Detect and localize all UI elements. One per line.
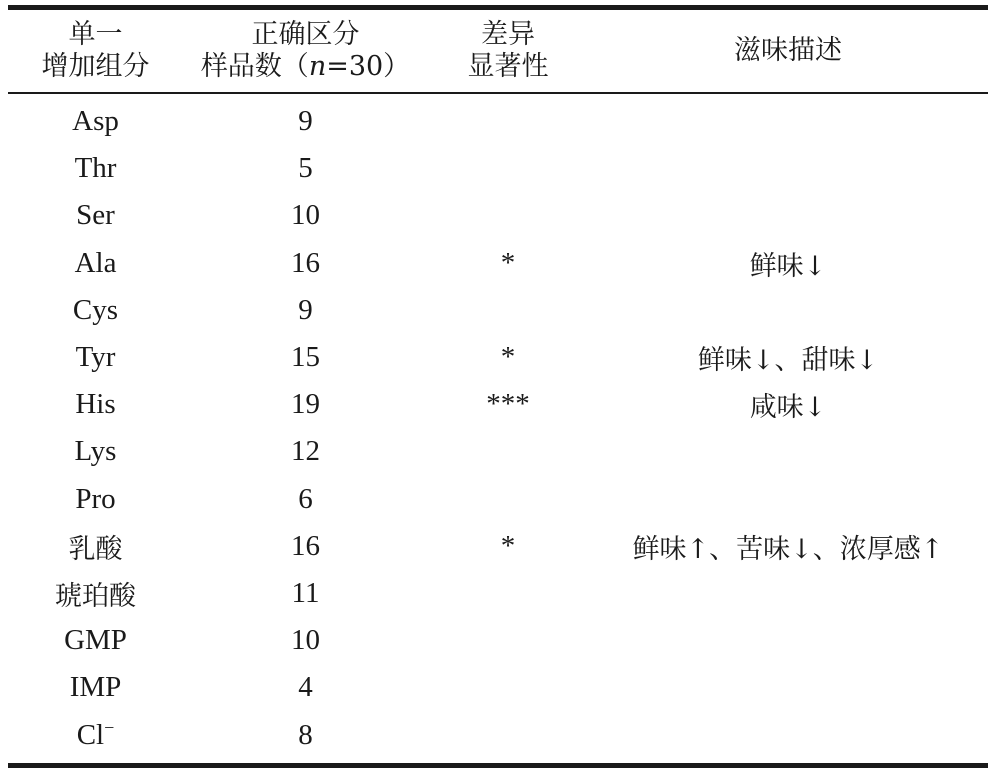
header-correct-count (183, 8, 428, 94)
header-component (8, 8, 183, 94)
cell-count: 10 (291, 199, 320, 232)
header-correct-count-line1: 正确区分 (251, 19, 360, 50)
table-row (8, 617, 988, 664)
cell-component: Lys (74, 435, 117, 468)
table-header-row (8, 8, 988, 94)
cell-count: 6 (298, 482, 313, 515)
cell-component: Cys (72, 293, 119, 326)
cell-taste (588, 287, 988, 334)
cell-taste: 鲜味↓ (749, 250, 827, 282)
table-row (8, 476, 988, 523)
cell-significance (428, 428, 588, 475)
cell-taste (588, 617, 988, 664)
cell-significance (428, 617, 588, 664)
cell-significance (428, 93, 588, 145)
taste-component-table (8, 5, 988, 768)
cell-taste: 咸味↓ (749, 392, 827, 424)
cell-taste (588, 664, 988, 711)
cell-significance (428, 570, 588, 617)
header-significance-line2: 显著性 (467, 51, 549, 82)
table-row (8, 93, 988, 145)
table-row (8, 287, 988, 334)
cell-component: GMP (64, 624, 127, 657)
cell-component: Asp (72, 105, 119, 138)
header-correct-count-line2 (183, 51, 428, 83)
cell-component-base: Cl (76, 718, 105, 751)
cell-component: Ser (76, 199, 115, 232)
cell-count: 4 (298, 671, 313, 704)
cell-component: Thr (74, 152, 117, 185)
cell-significance: * (500, 246, 516, 279)
cell-significance (428, 711, 588, 765)
header-correct-count-var: n (308, 51, 327, 82)
cell-significance: *** (486, 388, 530, 421)
header-significance-line1: 差异 (481, 19, 535, 50)
header-taste-description (588, 8, 988, 94)
cell-count: 11 (291, 576, 320, 609)
cell-component: Pro (75, 482, 116, 515)
table-row (8, 381, 988, 428)
cell-taste (588, 428, 988, 475)
table-row (8, 145, 988, 192)
header-correct-count-pre: 样品数（ (200, 51, 309, 82)
cell-component: 乳酸 (68, 533, 123, 565)
cell-component: Ala (74, 246, 117, 279)
cell-significance (428, 192, 588, 239)
cell-count: 8 (183, 711, 428, 765)
table-row (8, 664, 988, 711)
cell-significance (428, 145, 588, 192)
cell-taste (588, 192, 988, 239)
cell-component: 琥珀酸 (55, 580, 136, 612)
cell-count: 9 (298, 293, 313, 326)
cell-count: 19 (291, 388, 320, 421)
cell-component-superscript: − (104, 716, 115, 737)
cell-taste (588, 711, 988, 765)
cell-significance (428, 476, 588, 523)
table-row (8, 570, 988, 617)
table-row (8, 334, 988, 381)
cell-count: 5 (298, 152, 313, 185)
cell-count: 12 (291, 435, 320, 468)
cell-count: 16 (291, 529, 320, 562)
cell-taste (588, 145, 988, 192)
header-correct-count-post: =30） (326, 51, 411, 82)
cell-significance: * (500, 529, 516, 562)
cell-taste: 鲜味↓、甜味↓ (697, 345, 879, 377)
table-row (8, 240, 988, 287)
cell-count: 16 (291, 246, 320, 279)
header-component-line1: 单一 (68, 19, 123, 50)
cell-component: His (75, 388, 116, 421)
cell-count: 9 (298, 105, 313, 138)
cell-count: 15 (291, 341, 320, 374)
cell-component: Tyr (75, 341, 116, 374)
taste-table-container (8, 5, 988, 768)
header-taste-description-label: 滋味描述 (734, 35, 842, 66)
cell-taste (588, 93, 988, 145)
table-row (8, 711, 988, 765)
cell-significance (428, 664, 588, 711)
table-row (8, 428, 988, 475)
table-row (8, 523, 988, 570)
cell-significance: * (500, 341, 516, 374)
cell-count: 10 (291, 624, 320, 657)
header-significance (428, 8, 588, 94)
cell-taste (588, 570, 988, 617)
table-row (8, 192, 988, 239)
cell-significance (428, 287, 588, 334)
cell-component (8, 711, 183, 765)
cell-component: IMP (69, 671, 122, 704)
cell-taste (588, 476, 988, 523)
cell-taste: 鲜味↑、苦味↓、浓厚感↑ (632, 533, 944, 565)
header-component-line2: 增加组分 (41, 51, 150, 82)
